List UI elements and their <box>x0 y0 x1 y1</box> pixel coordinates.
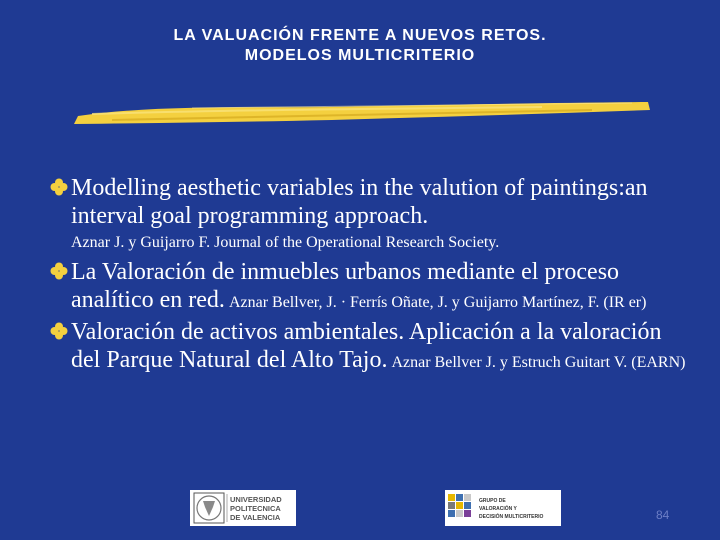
svg-text:DE VALENCIA: DE VALENCIA <box>230 513 281 522</box>
bullet-main-text: La Valoración de inmuebles urbanos mediante el proceso analítico en red. <box>71 259 620 313</box>
svg-text:POLITECNICA: POLITECNICA <box>230 504 281 513</box>
title-underline-brush <box>72 98 652 130</box>
slide-title-line2: MODELOS MULTICRITERIO <box>244 47 476 64</box>
bullet-item <box>50 174 690 254</box>
diamond-bullet-icon <box>50 262 68 280</box>
svg-text:GRUPO DE: GRUPO DE <box>479 498 506 504</box>
page-number: 84 <box>656 508 670 522</box>
bullet-list <box>50 174 690 378</box>
bullet-reference: Aznar Bellver, J. · Ferrís Oñate, J. y Guijarro Martínez, F. (IR er) <box>228 294 647 311</box>
bullet-reference: Aznar J. y Guijarro F. Journal of the Operational Research Society. <box>71 234 500 251</box>
bullet-reference: Aznar Bellver J. y Estruch Guitart V. (EARN) <box>391 354 686 371</box>
bullet-main-text: Modelling aesthetic variables in the valution of paintings:an interval goal programming approach. <box>71 175 648 229</box>
svg-text:UNIVERSIDAD: UNIVERSIDAD <box>230 495 282 504</box>
diamond-bullet-icon <box>50 322 68 340</box>
svg-text:VALORACIÓN Y: VALORACIÓN Y <box>479 506 517 512</box>
group-logo <box>445 490 561 526</box>
slide-title <box>0 26 720 66</box>
bullet-item <box>50 318 690 374</box>
diamond-bullet-icon <box>50 178 68 196</box>
svg-text:DECISIÓN MULTICRITERIO: DECISIÓN MULTICRITERIO <box>479 514 544 520</box>
university-logo <box>190 490 296 526</box>
bullet-main-text: Valoración de activos ambientales. Aplicación a la valoración del Parque Natural del Alto Tajo. <box>71 319 662 373</box>
bullet-item <box>50 258 690 314</box>
slide-title-line1: LA VALUACIÓN FRENTE A NUEVOS RETOS. <box>173 27 547 44</box>
